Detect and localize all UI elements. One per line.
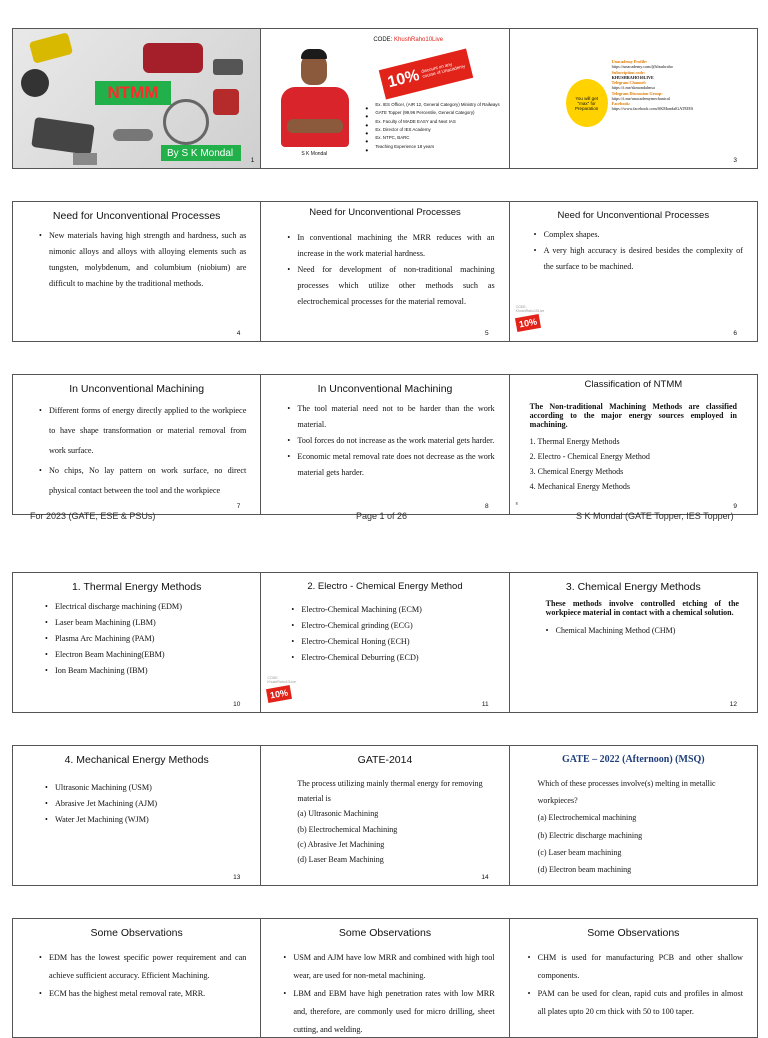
option: (d) Laser Beam Machining [297, 854, 384, 864]
bullet: • PAM can be used for clean, rapid cuts and profiles in almost all plates upto 20 cm thick with 50 to 100 taper. [528, 985, 743, 1021]
slide-13 [13, 746, 261, 885]
slide-title: 3. Chemical Energy Methods [565, 581, 701, 593]
slide-number: 11 [481, 701, 489, 708]
logo-caption: CODE: KhushRaho10Live [267, 676, 296, 684]
question-text: The process utilizing mainly thermal energy for removing material is [297, 779, 483, 804]
slide-title: GATE-2014 [357, 754, 413, 766]
link-value[interactable]: https://t.me/unacademymechanical [611, 95, 670, 101]
slide-number: 9 [733, 503, 737, 510]
code-label: CODE: [373, 37, 393, 43]
link-value[interactable]: https://t.me/skmondalmsa [611, 85, 655, 91]
slide-title: Some Observations [587, 927, 680, 939]
slide-title: In Unconventional Machining [69, 383, 205, 395]
link-label: Facebook: [611, 101, 631, 106]
slide-number: 14 [481, 874, 489, 881]
option: (c) Laser beam machining [537, 847, 622, 857]
bullet: • Laser beam Machining (LBM) [45, 615, 246, 631]
slide-15 [510, 746, 757, 885]
slide-12 [510, 573, 757, 712]
slide-18 [510, 919, 757, 1037]
credential-item: • Ex. Faculty of MADE EASY and Next IAS [365, 118, 501, 126]
bullet: • ECM has the highest metal removal rate, MRR. [39, 985, 246, 1003]
discount-badge [379, 49, 474, 100]
slide-5 [261, 202, 509, 341]
slide-title: Some Observations [338, 927, 432, 939]
slide-8 [261, 375, 509, 514]
slide-title: Need for Unconventional Processes [309, 207, 461, 218]
slide-title: 1. Thermal Energy Methods [71, 581, 202, 593]
slide-row-1 [12, 28, 758, 169]
max-circle: You will get "max" for Preparation [566, 79, 608, 127]
slide-11 [261, 573, 509, 712]
slide-title: In Unconventional Machining [317, 383, 453, 395]
bullet: • Electro-Chemical grinding (ECG) [291, 618, 494, 634]
slide-16 [13, 919, 261, 1037]
code-value: KhushRaho10Live [394, 37, 444, 43]
option: (c) Abrasive Jet Machining [297, 839, 385, 849]
credentials-list [365, 101, 501, 151]
bullet: • No chips, No lay pattern on work surface, no direct physical contact between the tool and the workpiece [39, 461, 246, 501]
logo-badge: 10% [515, 314, 541, 332]
bullet: • Electrical discharge machining (EDM) [45, 599, 246, 615]
ntmm-title: NTMM [95, 81, 171, 105]
footer-center: Page 1 of 26 [356, 511, 408, 521]
bullet: • Tool forces do not increase as the work material gets harder. [287, 433, 494, 449]
slide-row-3 [12, 374, 758, 515]
footer-left: For 2023 (GATE, ESE & PSUs) [30, 511, 156, 521]
bullet: • LBM and EBM have high penetration rates with low MRR and, therefore, are commonly used for micro drilling, sheet cutting, and welding. [283, 985, 494, 1037]
list-item: 3. Chemical Energy Methods [529, 466, 624, 476]
slide-number: 3 [733, 157, 737, 164]
bullet: • EDM has the lowest specific power requirement and can achieve sufficient accuracy. Efficient Machining. [39, 949, 246, 985]
logo-caption: CODE: KhushRaho10Live [515, 305, 545, 313]
slide-row-2 [12, 201, 758, 342]
bullet: • Abrasive Jet Machining (AJM) [45, 796, 246, 812]
slide-title: GATE – 2022 (Afternoon) (MSQ) [562, 754, 705, 765]
link-value[interactable]: https://www.facebook.com/SKMondalGATEIES [611, 106, 694, 112]
bullet: • The tool material need not to be harder than the work material. [287, 401, 494, 433]
link-value: KHUSHRAHO10LIVE [611, 74, 654, 80]
bullet: • Electro-Chemical Machining (ECM) [291, 602, 494, 618]
slide-9 [510, 375, 757, 514]
bullet: • Electron Beam Machining(EBM) [45, 647, 246, 663]
bullet: • Economic metal removal rate does not decrease as the work material gets harder. [287, 449, 494, 481]
link-label: Telegram Discussion Group: [611, 90, 663, 96]
slide-row-4 [12, 572, 758, 713]
link-label: Subscription code: [611, 69, 646, 75]
option: (b) Electrochemical Machining [297, 824, 398, 834]
bullet: • Electro-Chemical Honing (ECH) [291, 634, 494, 650]
slide-number: 12 [729, 701, 737, 708]
list-item: 2. Electro - Chemical Energy Method [529, 451, 650, 461]
links-list [612, 59, 752, 112]
footer-right: S K Mondal (GATE Topper, IES Topper) [576, 511, 734, 521]
bullet: • New materials having high strength and hardness, such as nimonic alloys and alloys with alloying elements such as tungsten, molybdenum, and columbium (niobium) are difficult to machine by the traditional methods. [39, 228, 246, 292]
slide-number: 13 [233, 874, 241, 881]
slide-title: 4. Mechanical Energy Methods [64, 754, 209, 766]
bullet: • Ion Beam Machining (IBM) [45, 663, 246, 679]
link-label: Telegram Channel: [611, 80, 647, 85]
option: (d) Electron beam machining [537, 864, 632, 874]
bullet: • Complex shapes. [534, 227, 743, 243]
discount-logo [516, 305, 556, 335]
credential-item: • Ex. Director of IES Academy [365, 126, 501, 134]
link-label: Unacademy Profile: [611, 59, 648, 64]
discount-big: 10% [386, 66, 422, 92]
bullet: • A very high accuracy is desired besides the complexity of the surface to be machined. [534, 243, 743, 275]
bullet: • Ultrasonic Machining (USM) [45, 780, 246, 796]
discount-text: discount on any course of Unacademy [421, 61, 466, 79]
slide-number: 6 [733, 330, 737, 337]
discount-logo [267, 676, 307, 706]
author-label: By S K Mondal [161, 145, 241, 161]
intro-text: The Non-traditional Machining Methods are classified according to the major energy sources employed in machining. [529, 402, 737, 430]
slide-instructor [261, 29, 509, 168]
slide-row-6 [12, 918, 758, 1038]
slide-cover [13, 29, 261, 168]
bullet: • USM and AJM have low MRR and combined with high tool wear, are used for non-metal machining. [283, 949, 494, 985]
corner-number: 8 [515, 501, 518, 506]
intro-text: These methods involve controlled etching of the workpiece material in contact with a chemical solution. [545, 599, 739, 618]
link-value[interactable]: https://unacademy.com/@khushraho [611, 64, 673, 70]
person-name: S K Mondal [301, 151, 328, 157]
bullet: • Chemical Machining Method (CHM) [546, 623, 739, 638]
slide-title: Need for Unconventional Processes [557, 210, 710, 221]
slide-10 [13, 573, 261, 712]
slide-number: 5 [485, 330, 489, 337]
instructor-photo [275, 49, 355, 159]
slide-14 [261, 746, 509, 885]
slide-17 [261, 919, 509, 1037]
option: (b) Electric discharge machining [537, 830, 643, 840]
slide-links [510, 29, 757, 168]
slide-7 [13, 375, 261, 514]
slide-6 [510, 202, 757, 341]
list-item: 4. Mechanical Energy Methods [529, 482, 630, 492]
slide-4 [13, 202, 261, 341]
slide-title: 2. Electro - Chemical Energy Method [307, 581, 463, 592]
credential-item: • Ex. NTPC, BARC [365, 134, 501, 142]
slide-number: 4 [236, 330, 241, 337]
credential-item: • Ex. IES Officer, (AIR 12, General Category) Ministry of Railways [365, 101, 501, 109]
slide-number: 10 [233, 701, 241, 708]
bullet: • Need for development of non-traditional machining processes which utilize other methods such as electrochemical processes for the material removal. [287, 262, 494, 310]
list-item: 1. Thermal Energy Methods [529, 436, 620, 446]
bullet: • Water Jet Machining (WJM) [45, 812, 246, 828]
code-line [373, 37, 443, 43]
credential-item: • Teaching Experience 18 years [365, 143, 501, 151]
bullet: • CHM is used for manufacturing PCB and other shallow components. [528, 949, 743, 985]
credential-item: • GATE Topper (99.96 Percentile, General Category) [365, 109, 501, 117]
slide-title: Some Observations [90, 927, 183, 939]
bullet: • In conventional machining the MRR reduces with an increase in the work material hardness. [287, 230, 494, 262]
option: (a) Electrochemical machining [537, 813, 637, 823]
slide-title: Classification of NTMM [584, 379, 683, 390]
slide-number: 8 [485, 503, 489, 510]
slide-row-5 [12, 745, 758, 886]
logo-badge: 10% [266, 685, 292, 703]
bullet: • Plasma Arc Machining (PAM) [45, 631, 246, 647]
question-text: Which of these processes involve(s) melting in metallic workpieces? [537, 779, 716, 806]
slide-number: 7 [236, 503, 241, 510]
bullet: • Different forms of energy directly applied to the workpiece to have shape transformation or material removal from work surface. [39, 401, 246, 461]
slide-title: Need for Unconventional Processes [52, 210, 221, 222]
bullet: • Electro-Chemical Deburring (ECD) [291, 650, 494, 666]
slide-number: 1 [250, 157, 255, 164]
option: (a) Ultrasonic Machining [297, 809, 379, 819]
